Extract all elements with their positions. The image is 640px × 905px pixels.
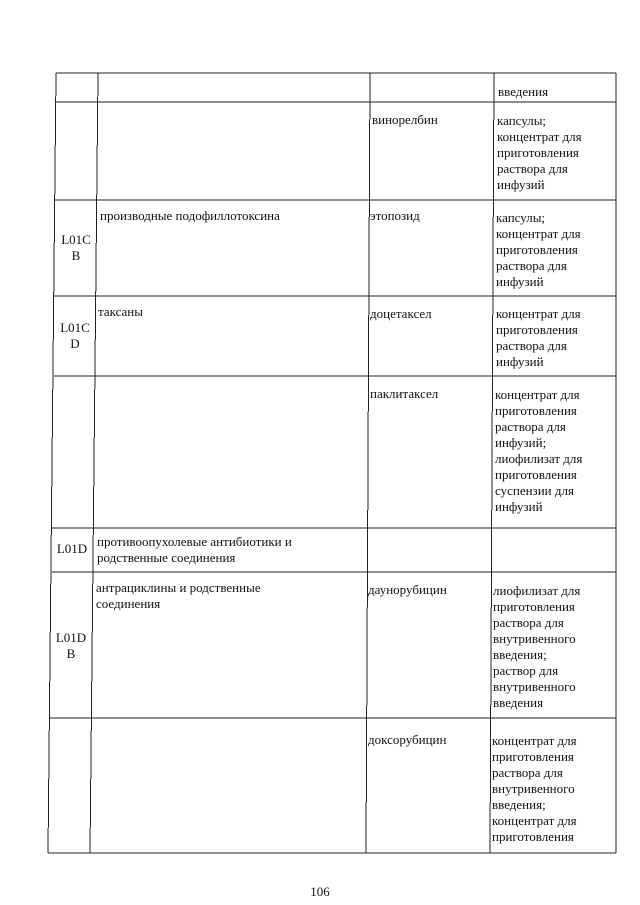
dosage-form-cell bbox=[493, 583, 580, 711]
drug-name: даунорубицин bbox=[368, 582, 447, 597]
dosage-form-text: введения bbox=[498, 84, 549, 99]
dosage-form-text: капсулы; bbox=[496, 210, 546, 225]
dosage-form-text: приготовления bbox=[495, 403, 577, 418]
dosage-form-text: раствор для bbox=[493, 663, 559, 678]
dosage-form-text: приготовления bbox=[496, 322, 578, 337]
dosage-form-text: приготовления bbox=[492, 829, 574, 844]
dosage-form-text: внутривенного bbox=[493, 679, 576, 694]
drug-name: доцетаксел bbox=[370, 306, 432, 321]
dosage-form-cell bbox=[492, 733, 577, 845]
dosage-form-text: введения; bbox=[493, 647, 547, 662]
dosage-form-text: капсулы; bbox=[497, 113, 547, 128]
atc-code: L01D B bbox=[55, 630, 87, 661]
dosage-form-text: внутривенного bbox=[492, 781, 575, 796]
dosage-form-text: концентрат для bbox=[492, 813, 577, 828]
dosage-form-cell bbox=[496, 306, 581, 370]
dosage-form-text: внутривенного bbox=[493, 631, 576, 646]
dosage-form-text: суспензии для bbox=[495, 483, 574, 498]
dosage-form-cell bbox=[495, 387, 582, 515]
table-row bbox=[498, 84, 548, 100]
dosage-form-text: раствора для bbox=[496, 338, 567, 353]
page-number: 106 bbox=[310, 884, 330, 899]
dosage-form-text: приготовления bbox=[492, 749, 574, 764]
dosage-form-text: инфузий bbox=[496, 274, 544, 289]
drug-name: паклитаксел bbox=[370, 386, 439, 401]
atc-code: L01C B bbox=[61, 232, 91, 263]
dosage-form-text: лиофилизат для bbox=[495, 451, 583, 466]
dosage-form-text: приготовления bbox=[493, 599, 575, 614]
dosage-form-text: концентрат для bbox=[492, 733, 577, 748]
drug-name: винорелбин bbox=[372, 112, 438, 127]
dosage-form-text: концентрат для bbox=[496, 226, 581, 241]
dosage-form-text: введения bbox=[493, 695, 544, 710]
dosage-form-text: приготовления bbox=[496, 242, 578, 257]
dosage-form-text: инфузий bbox=[497, 177, 545, 192]
group-name: производные подофиллотоксина bbox=[100, 208, 280, 223]
dosage-form-text: раствора для bbox=[492, 765, 563, 780]
dosage-form-cell bbox=[497, 113, 582, 193]
drug-name: доксорубицин bbox=[368, 732, 447, 747]
drug-name: этопозид bbox=[370, 208, 420, 223]
dosage-form-text: инфузий bbox=[495, 499, 543, 514]
dosage-form-text: приготовления bbox=[495, 467, 577, 482]
dosage-form-text: введения; bbox=[492, 797, 546, 812]
dosage-form-text: приготовления bbox=[497, 145, 579, 160]
dosage-form-text: раствора для bbox=[495, 419, 566, 434]
atc-code: L01D bbox=[56, 541, 88, 556]
dosage-form-text: инфузий bbox=[496, 354, 544, 369]
group-name: противоопухолевые антибиотики и родственные соединения bbox=[97, 534, 292, 565]
dosage-form-text: инфузий; bbox=[495, 435, 547, 450]
atc-code: L01C D bbox=[60, 320, 90, 351]
dosage-form-text: раствора для bbox=[493, 615, 564, 630]
dosage-form-text: раствора для bbox=[497, 161, 568, 176]
dosage-form-text: концентрат для bbox=[497, 129, 582, 144]
dosage-form-text: концентрат для bbox=[496, 306, 581, 321]
dosage-form-text: концентрат для bbox=[495, 387, 580, 402]
group-name: таксаны bbox=[98, 304, 143, 319]
dosage-form-text: лиофилизат для bbox=[493, 583, 581, 598]
dosage-form-text: раствора для bbox=[496, 258, 567, 273]
dosage-form-cell bbox=[496, 210, 581, 290]
group-name: антрациклины и родственные соединения bbox=[96, 580, 261, 611]
